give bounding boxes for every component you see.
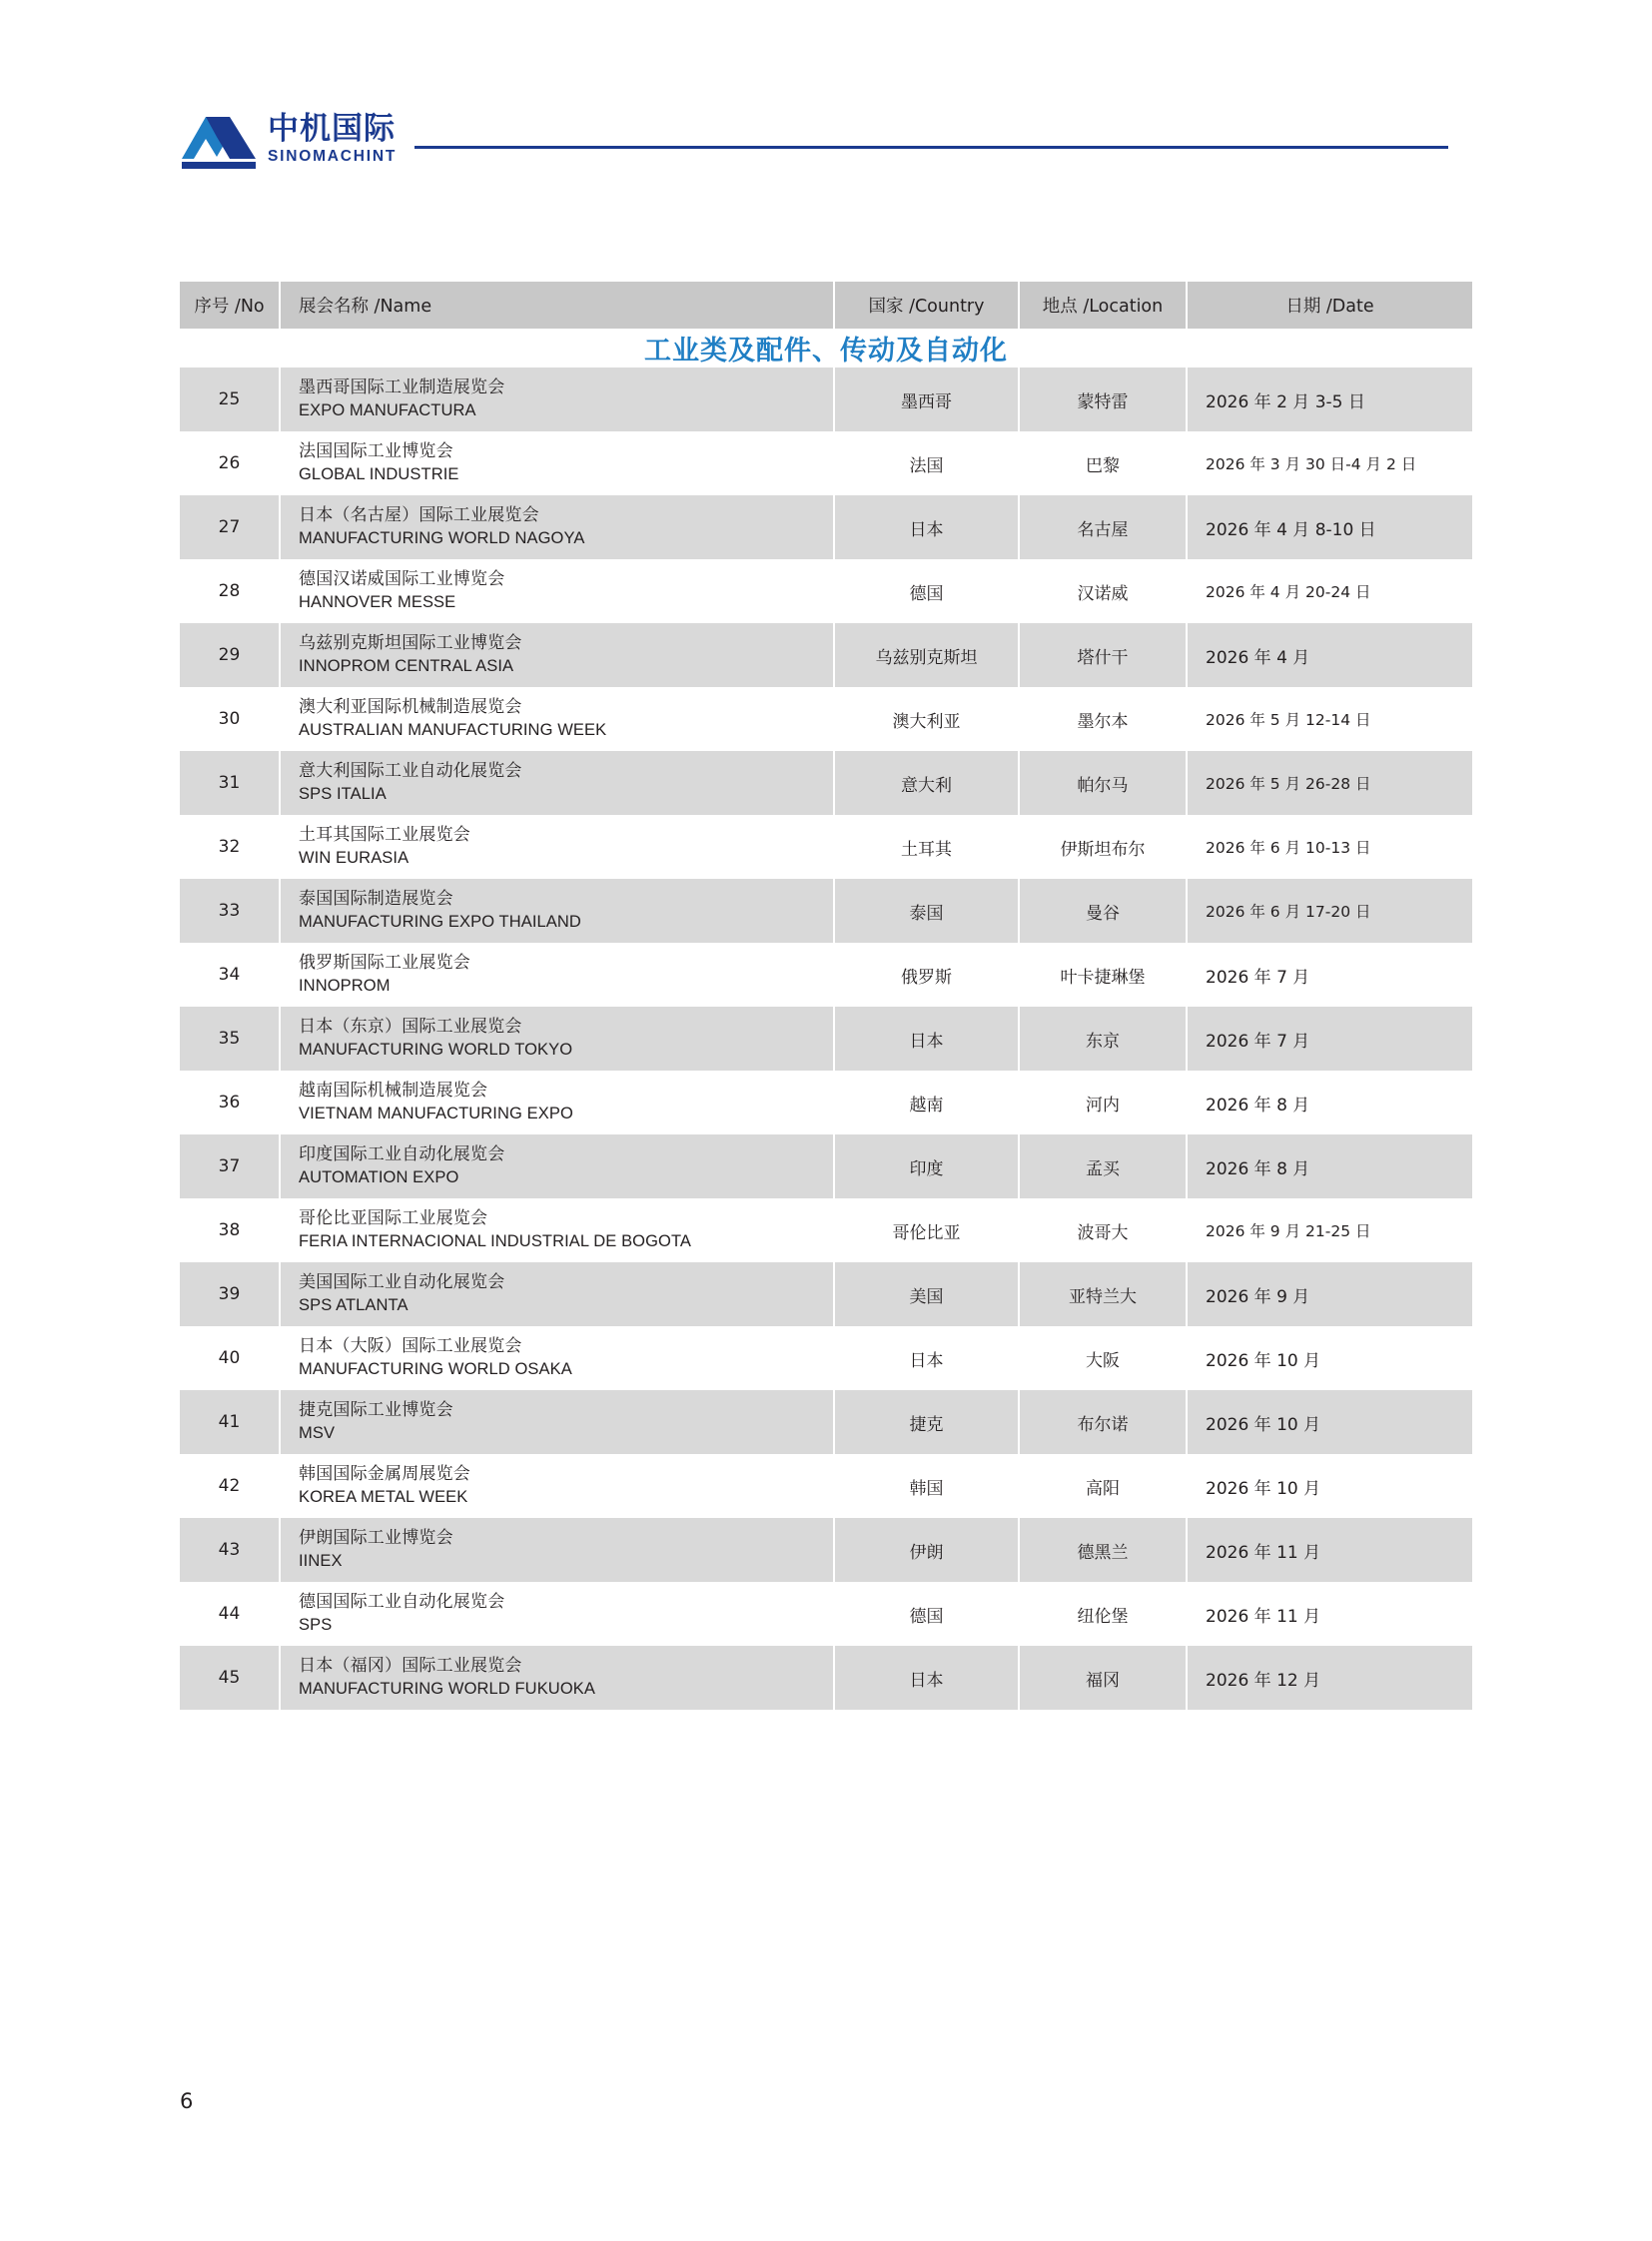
cell-location: 帕尔马: [1019, 751, 1187, 815]
cell-location: 蒙特雷: [1019, 368, 1187, 431]
cell-country: 意大利: [834, 751, 1019, 815]
cell-name: [280, 1326, 834, 1390]
cell-no: 43: [180, 1518, 280, 1582]
cell-name: [280, 495, 834, 559]
table-row: [180, 1071, 1472, 1134]
cell-name: [280, 751, 834, 815]
cell-name: [280, 943, 834, 1007]
cell-name: [280, 879, 834, 943]
table-row: [180, 495, 1472, 559]
exhibition-name-en: MSV: [299, 1424, 336, 1443]
exhibition-name-cn: 印度国际工业自动化展览会: [299, 1144, 505, 1165]
cell-date: 2026 年 10 月: [1187, 1326, 1472, 1390]
table-row: [180, 1582, 1472, 1646]
cell-location: 叶卡捷琳堡: [1019, 943, 1187, 1007]
exhibition-name-en: SPS: [299, 1616, 333, 1635]
brand-wordmark: [268, 113, 397, 166]
cell-date: 2026 年 10 月: [1187, 1390, 1472, 1454]
cell-name: [280, 559, 834, 623]
cell-location: 巴黎: [1019, 431, 1187, 495]
table-row: [180, 879, 1472, 943]
page-number: 6: [180, 2089, 194, 2113]
cell-no: 32: [180, 815, 280, 879]
cell-date: 2026 年 3 月 30 日-4 月 2 日: [1187, 431, 1472, 495]
exhibition-name-cn: 日本（东京）国际工业展览会: [299, 1017, 522, 1038]
cell-date: 2026 年 12 月: [1187, 1646, 1472, 1710]
cell-date: 2026 年 11 月: [1187, 1582, 1472, 1646]
cell-location: 大阪: [1019, 1326, 1187, 1390]
exhibition-name-cn: 捷克国际工业博览会: [299, 1400, 453, 1421]
cell-no: 45: [180, 1646, 280, 1710]
exhibition-name-en: HANNOVER MESSE: [299, 593, 456, 612]
cell-name: [280, 687, 834, 751]
exhibition-name-en: MANUFACTURING EXPO THAILAND: [299, 913, 581, 932]
cell-no: 36: [180, 1071, 280, 1134]
table-row: [180, 1198, 1472, 1262]
cell-location: 德黑兰: [1019, 1518, 1187, 1582]
cell-date: 2026 年 7 月: [1187, 1007, 1472, 1071]
exhibition-name-cn: 韩国国际金属周展览会: [299, 1464, 470, 1485]
cell-no: 27: [180, 495, 280, 559]
section-title-row: [180, 329, 1472, 368]
table-row: [180, 751, 1472, 815]
cell-no: 40: [180, 1326, 280, 1390]
cell-name: [280, 1134, 834, 1198]
page-header: [180, 105, 1472, 175]
table-row: [180, 431, 1472, 495]
cell-name: [280, 1454, 834, 1518]
cell-country: 韩国: [834, 1454, 1019, 1518]
cell-country: 泰国: [834, 879, 1019, 943]
cell-country: 土耳其: [834, 815, 1019, 879]
cell-no: 44: [180, 1582, 280, 1646]
cell-no: 30: [180, 687, 280, 751]
exhibition-name-en: FERIA INTERNACIONAL INDUSTRIAL DE BOGOTA: [299, 1232, 692, 1251]
cell-name: [280, 1262, 834, 1326]
cell-country: 捷克: [834, 1390, 1019, 1454]
cell-date: 2026 年 4 月 8-10 日: [1187, 495, 1472, 559]
cell-date: 2026 年 8 月: [1187, 1071, 1472, 1134]
exhibition-name-cn: 泰国国际制造展览会: [299, 889, 453, 910]
cell-no: 41: [180, 1390, 280, 1454]
section-title: 工业类及配件、传动及自动化: [180, 329, 1472, 368]
exhibition-name-en: IINEX: [299, 1552, 343, 1571]
exhibition-name-cn: 德国国际工业自动化展览会: [299, 1592, 505, 1613]
cell-date: 2026 年 2 月 3-5 日: [1187, 368, 1472, 431]
exhibition-name-en: GLOBAL INDUSTRIE: [299, 465, 459, 484]
cell-name: [280, 431, 834, 495]
cell-name: [280, 1071, 834, 1134]
exhibition-name-cn: 澳大利亚国际机械制造展览会: [299, 697, 522, 718]
cell-country: 日本: [834, 1326, 1019, 1390]
exhibition-name-cn: 俄罗斯国际工业展览会: [299, 953, 470, 974]
exhibition-name-en: MANUFACTURING WORLD FUKUOKA: [299, 1680, 595, 1699]
column-header-location: 地点 /Location: [1019, 282, 1187, 329]
cell-country: 日本: [834, 1007, 1019, 1071]
exhibitions-table-container: [180, 282, 1472, 1710]
table-row: [180, 1134, 1472, 1198]
cell-no: 38: [180, 1198, 280, 1262]
table-header: [180, 282, 1472, 329]
cell-country: 日本: [834, 1646, 1019, 1710]
exhibition-name-en: INNOPROM: [299, 977, 391, 996]
exhibition-name-en: MANUFACTURING WORLD NAGOYA: [299, 529, 585, 548]
cell-location: 亚特兰大: [1019, 1262, 1187, 1326]
cell-no: 29: [180, 623, 280, 687]
cell-name: [280, 1518, 834, 1582]
cell-country: 日本: [834, 495, 1019, 559]
table-row: [180, 815, 1472, 879]
cell-name: [280, 1646, 834, 1710]
cell-no: 37: [180, 1134, 280, 1198]
cell-date: 2026 年 8 月: [1187, 1134, 1472, 1198]
table-header-row: [180, 282, 1472, 329]
cell-country: 俄罗斯: [834, 943, 1019, 1007]
table-row: [180, 1262, 1472, 1326]
exhibition-name-cn: 德国汉诺威国际工业博览会: [299, 569, 505, 590]
table-row: [180, 1646, 1472, 1710]
cell-location: 伊斯坦布尔: [1019, 815, 1187, 879]
cell-name: [280, 815, 834, 879]
exhibition-name-en: AUSTRALIAN MANUFACTURING WEEK: [299, 721, 607, 740]
cell-country: 越南: [834, 1071, 1019, 1134]
cell-name: [280, 368, 834, 431]
exhibition-name-cn: 意大利国际工业自动化展览会: [299, 761, 522, 782]
exhibition-name-en: MANUFACTURING WORLD TOKYO: [299, 1041, 573, 1060]
cell-country: 印度: [834, 1134, 1019, 1198]
cell-location: 曼谷: [1019, 879, 1187, 943]
exhibition-name-en: INNOPROM CENTRAL ASIA: [299, 657, 514, 676]
exhibition-name-cn: 哥伦比亚国际工业展览会: [299, 1208, 488, 1229]
cell-location: 河内: [1019, 1071, 1187, 1134]
cell-location: 塔什干: [1019, 623, 1187, 687]
column-header-date: 日期 /Date: [1187, 282, 1472, 329]
table-row: [180, 943, 1472, 1007]
exhibition-name-cn: 越南国际机械制造展览会: [299, 1081, 488, 1102]
exhibition-name-en: WIN EURASIA: [299, 849, 410, 868]
cell-country: 乌兹别克斯坦: [834, 623, 1019, 687]
table-row: [180, 1518, 1472, 1582]
cell-location: 名古屋: [1019, 495, 1187, 559]
cell-country: 伊朗: [834, 1518, 1019, 1582]
cell-location: 纽伦堡: [1019, 1582, 1187, 1646]
cell-date: 2026 年 9 月: [1187, 1262, 1472, 1326]
exhibition-name-cn: 墨西哥国际工业制造展览会: [299, 377, 505, 398]
cell-name: [280, 1007, 834, 1071]
exhibition-name-en: KOREA METAL WEEK: [299, 1488, 468, 1507]
exhibition-name-en: MANUFACTURING WORLD OSAKA: [299, 1360, 572, 1379]
mountain-logo-icon: [180, 109, 258, 171]
cell-no: 42: [180, 1454, 280, 1518]
cell-country: 哥伦比亚: [834, 1198, 1019, 1262]
column-header-country: 国家 /Country: [834, 282, 1019, 329]
table-row: [180, 623, 1472, 687]
cell-location: 东京: [1019, 1007, 1187, 1071]
exhibitions-table: [180, 282, 1472, 1710]
table-row: [180, 687, 1472, 751]
exhibition-name-cn: 日本（福冈）国际工业展览会: [299, 1656, 522, 1677]
cell-location: 高阳: [1019, 1454, 1187, 1518]
exhibition-name-cn: 法国国际工业博览会: [299, 441, 453, 462]
cell-location: 福冈: [1019, 1646, 1187, 1710]
cell-location: 布尔诺: [1019, 1390, 1187, 1454]
cell-name: [280, 1582, 834, 1646]
cell-location: 墨尔本: [1019, 687, 1187, 751]
exhibition-name-en: SPS ATLANTA: [299, 1296, 409, 1315]
cell-date: 2026 年 10 月: [1187, 1454, 1472, 1518]
exhibition-name-en: EXPO MANUFACTURA: [299, 401, 476, 420]
cell-date: 2026 年 5 月 12-14 日: [1187, 687, 1472, 751]
cell-date: 2026 年 5 月 26-28 日: [1187, 751, 1472, 815]
cell-date: 2026 年 11 月: [1187, 1518, 1472, 1582]
cell-date: 2026 年 4 月 20-24 日: [1187, 559, 1472, 623]
column-header-no: 序号 /No: [180, 282, 280, 329]
cell-location: 波哥大: [1019, 1198, 1187, 1262]
brand-name-cn: 中机国际: [268, 111, 396, 148]
cell-country: 德国: [834, 1582, 1019, 1646]
cell-no: 28: [180, 559, 280, 623]
cell-no: 31: [180, 751, 280, 815]
section-title-body: [180, 329, 1472, 368]
exhibition-name-cn: 伊朗国际工业博览会: [299, 1528, 453, 1549]
cell-country: 德国: [834, 559, 1019, 623]
table-body: [180, 368, 1472, 1710]
exhibition-name-en: SPS ITALIA: [299, 785, 387, 804]
cell-no: 35: [180, 1007, 280, 1071]
cell-no: 26: [180, 431, 280, 495]
exhibition-name-cn: 土耳其国际工业展览会: [299, 825, 470, 846]
brand-name-en: SINOMACHINT: [268, 147, 398, 165]
cell-date: 2026 年 7 月: [1187, 943, 1472, 1007]
cell-name: [280, 623, 834, 687]
cell-name: [280, 1198, 834, 1262]
cell-no: 33: [180, 879, 280, 943]
cell-location: 汉诺威: [1019, 559, 1187, 623]
cell-country: 澳大利亚: [834, 687, 1019, 751]
header-divider: [414, 146, 1448, 149]
cell-date: 2026 年 4 月: [1187, 623, 1472, 687]
cell-no: 39: [180, 1262, 280, 1326]
exhibition-name-en: AUTOMATION EXPO: [299, 1168, 459, 1187]
exhibition-name-cn: 乌兹别克斯坦国际工业博览会: [299, 633, 522, 654]
table-row: [180, 368, 1472, 431]
cell-no: 34: [180, 943, 280, 1007]
exhibition-name-cn: 美国国际工业自动化展览会: [299, 1272, 505, 1293]
cell-date: 2026 年 6 月 10-13 日: [1187, 815, 1472, 879]
cell-country: 墨西哥: [834, 368, 1019, 431]
exhibition-name-cn: 日本（大阪）国际工业展览会: [299, 1336, 522, 1357]
table-row: [180, 1454, 1472, 1518]
table-row: [180, 1007, 1472, 1071]
table-row: [180, 1390, 1472, 1454]
exhibition-name-en: VIETNAM MANUFACTURING EXPO: [299, 1105, 573, 1123]
cell-country: 法国: [834, 431, 1019, 495]
cell-location: 孟买: [1019, 1134, 1187, 1198]
table-row: [180, 1326, 1472, 1390]
cell-no: 25: [180, 368, 280, 431]
table-row: [180, 559, 1472, 623]
cell-name: [280, 1390, 834, 1454]
exhibition-name-cn: 日本（名古屋）国际工业展览会: [299, 505, 539, 526]
cell-date: 2026 年 6 月 17-20 日: [1187, 879, 1472, 943]
cell-country: 美国: [834, 1262, 1019, 1326]
column-header-name: 展会名称 /Name: [280, 282, 834, 329]
cell-date: 2026 年 9 月 21-25 日: [1187, 1198, 1472, 1262]
